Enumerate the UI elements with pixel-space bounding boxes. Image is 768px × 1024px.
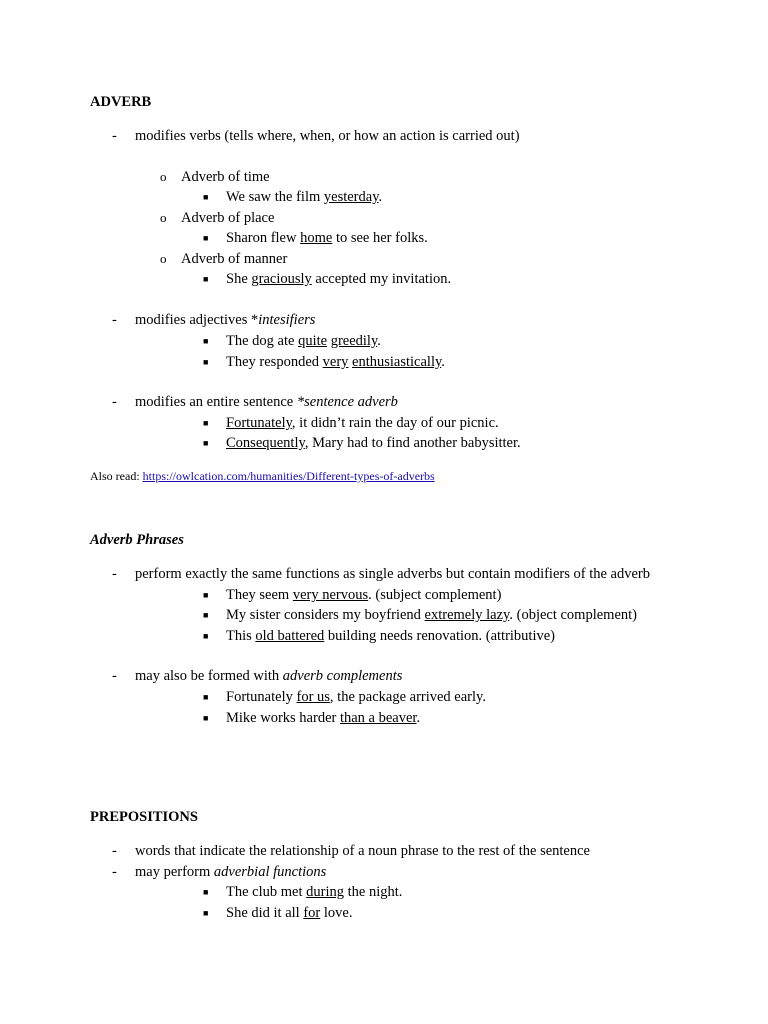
text-run: may perform bbox=[135, 864, 214, 880]
underlined-text: for us bbox=[296, 689, 330, 705]
list-item bbox=[135, 393, 398, 411]
text-run: may also be formed with bbox=[135, 668, 283, 684]
example-item bbox=[226, 229, 428, 247]
underlined-text: than a beaver bbox=[339, 710, 417, 726]
square-bullet: ■ bbox=[203, 192, 209, 202]
italic-text: intesifiers bbox=[258, 312, 316, 328]
list-item: modifies verbs (tells where, when, or how an action is carried out) bbox=[135, 128, 520, 144]
italic-text: *sentence adverb bbox=[296, 394, 398, 410]
text-run: Sharon flew bbox=[226, 230, 301, 246]
underlined-text: very bbox=[322, 354, 349, 370]
example-item bbox=[226, 586, 501, 604]
dash-bullet: - bbox=[112, 843, 117, 859]
circle-bullet: o bbox=[160, 169, 167, 184]
text-run: My sister considers my boyfriend bbox=[226, 607, 425, 623]
list-item: words that indicate the relationship of a noun phrase to the rest of the sentence bbox=[135, 843, 590, 859]
also-read-link[interactable]: https://owlcation.com/humanities/Different-types-of-adverbs bbox=[142, 469, 435, 483]
text-run: . bbox=[441, 354, 445, 370]
dash-bullet: - bbox=[112, 566, 117, 582]
text-run: , Mary had to find another babysitter. bbox=[304, 435, 521, 451]
underlined-text: old battered bbox=[255, 628, 325, 644]
text-run: love. bbox=[320, 905, 353, 921]
dash-bullet: - bbox=[112, 668, 117, 684]
underlined-text: yesterday bbox=[323, 189, 379, 205]
text-run: They responded bbox=[226, 354, 323, 370]
text-run: Mike works harder bbox=[226, 710, 340, 726]
text-run: . (object complement) bbox=[509, 607, 637, 623]
square-bullet: ■ bbox=[203, 590, 209, 600]
italic-text: adverbial functions bbox=[213, 864, 327, 880]
underlined-text: Consequently bbox=[226, 435, 305, 451]
example-item bbox=[226, 883, 402, 901]
sub-list-item: Adverb of manner bbox=[181, 251, 288, 267]
text-run: She bbox=[226, 271, 252, 287]
text-run: . bbox=[378, 189, 383, 205]
list-item bbox=[135, 863, 326, 881]
example-item bbox=[226, 627, 555, 645]
text-run: building needs renovation. (attributive) bbox=[324, 628, 555, 644]
square-bullet: ■ bbox=[203, 418, 209, 428]
list-item bbox=[135, 311, 315, 329]
square-bullet: ■ bbox=[203, 233, 209, 243]
circle-bullet: o bbox=[160, 210, 167, 225]
dash-bullet: - bbox=[112, 312, 117, 328]
also-read-label: Also read: bbox=[90, 469, 143, 483]
text-run: They seem bbox=[226, 587, 293, 603]
example-item bbox=[226, 414, 499, 432]
underlined-text: enthusiastically bbox=[352, 354, 442, 370]
square-bullet: ■ bbox=[203, 692, 209, 702]
text-run: the night. bbox=[344, 884, 403, 900]
square-bullet: ■ bbox=[203, 908, 209, 918]
square-bullet: ■ bbox=[203, 713, 209, 723]
example-item bbox=[226, 353, 445, 371]
text-run: , the package arrived early. bbox=[329, 689, 486, 705]
text-run: , it didn’t rain the day of our picnic. bbox=[291, 415, 499, 431]
example-item bbox=[226, 332, 381, 350]
section-heading-prepositions: PREPOSITIONS bbox=[90, 809, 198, 825]
example-item bbox=[226, 606, 637, 624]
sub-list-item: Adverb of place bbox=[181, 210, 275, 226]
text-run: We saw the film bbox=[226, 189, 324, 205]
example-item bbox=[226, 709, 420, 727]
text-run: accepted my invitation. bbox=[311, 271, 452, 287]
section-heading-adverb-phrases: Adverb Phrases bbox=[90, 532, 184, 548]
underlined-text: extremely lazy bbox=[424, 607, 510, 623]
underlined-text: for bbox=[303, 905, 321, 921]
dash-bullet: - bbox=[112, 128, 117, 144]
underlined-text: home bbox=[300, 230, 333, 246]
text-run: modifies an entire sentence bbox=[135, 394, 297, 410]
example-item bbox=[226, 188, 382, 206]
example-item bbox=[226, 904, 352, 922]
text-run: . bbox=[377, 333, 381, 349]
text-run: to see her folks. bbox=[332, 230, 428, 246]
italic-text: adverb complements bbox=[282, 668, 403, 684]
square-bullet: ■ bbox=[203, 336, 209, 346]
text-run: . (subject complement) bbox=[368, 587, 502, 603]
underlined-text: graciously bbox=[251, 271, 312, 287]
example-item bbox=[226, 270, 451, 288]
also-read-line bbox=[90, 467, 435, 485]
text-run: The dog ate bbox=[226, 333, 299, 349]
square-bullet: ■ bbox=[203, 631, 209, 641]
list-item: perform exactly the same functions as single adverbs but contain modifiers of the adverb bbox=[135, 566, 650, 582]
square-bullet: ■ bbox=[203, 357, 209, 367]
example-item bbox=[226, 434, 521, 452]
underlined-text: quite bbox=[298, 333, 328, 349]
text-run: This bbox=[226, 628, 256, 644]
square-bullet: ■ bbox=[203, 887, 209, 897]
underlined-text: Fortunately bbox=[226, 415, 292, 431]
circle-bullet: o bbox=[160, 251, 167, 266]
dash-bullet: - bbox=[112, 864, 117, 880]
text-run: . bbox=[416, 710, 421, 726]
text-run: The club met bbox=[226, 884, 307, 900]
square-bullet: ■ bbox=[203, 438, 209, 448]
text-run: Fortunately bbox=[226, 689, 297, 705]
dash-bullet: - bbox=[112, 394, 117, 410]
text-run: She did it all bbox=[226, 905, 304, 921]
sub-list-item: Adverb of time bbox=[181, 169, 270, 185]
square-bullet: ■ bbox=[203, 610, 209, 620]
example-item bbox=[226, 688, 486, 706]
section-heading-adverb: ADVERB bbox=[90, 94, 152, 110]
text-run: modifies adjectives * bbox=[135, 312, 259, 328]
underlined-text: during bbox=[306, 884, 344, 900]
underlined-text: very nervous bbox=[292, 587, 369, 603]
square-bullet: ■ bbox=[203, 274, 209, 284]
list-item bbox=[135, 667, 402, 685]
underlined-text: greedily bbox=[330, 333, 378, 349]
